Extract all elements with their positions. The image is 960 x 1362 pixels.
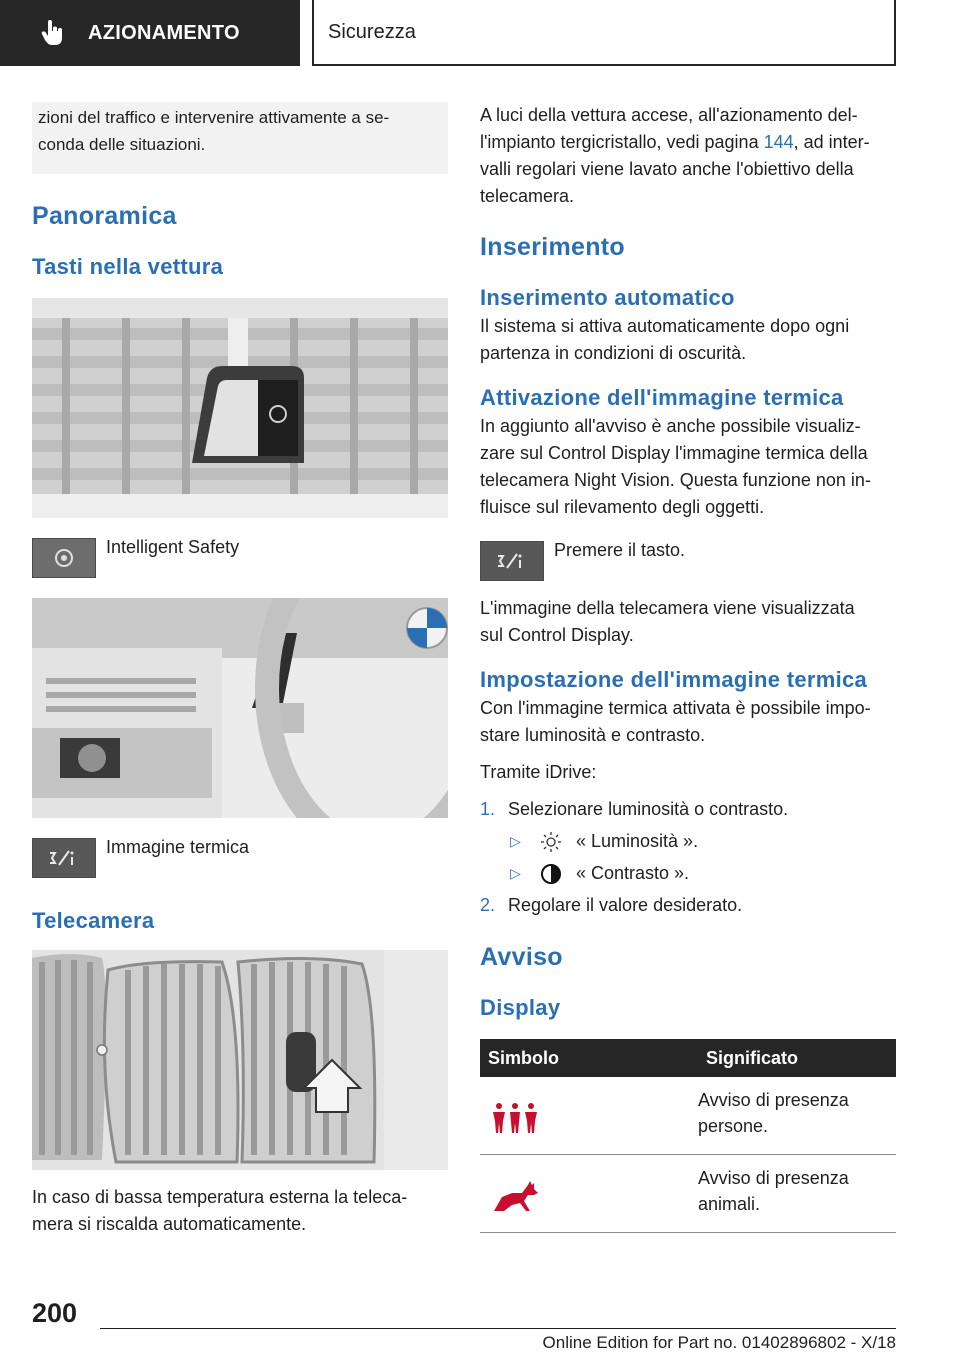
footer-divider xyxy=(100,1328,896,1329)
left-column xyxy=(32,102,448,1238)
washer-text-part: l'impianto tergicristallo, vedi pagina xyxy=(480,132,764,152)
photo-camera-grille xyxy=(32,950,448,1170)
section-title: AZIONAMENTO xyxy=(88,21,240,44)
auto-text-line: Il sistema si attiva automaticamente dopo ogni xyxy=(480,316,850,336)
persons-warning-icon xyxy=(490,1101,540,1135)
activate-text-line: In aggiunto all'avviso è anche possibile visualiz- xyxy=(480,416,861,436)
intro-note-line: conda delle situazioni. xyxy=(38,135,206,154)
step-number: 1. xyxy=(480,799,496,819)
heading-overview: Panoramica xyxy=(32,202,177,230)
sub-item-contrast xyxy=(510,860,896,887)
meaning-cell xyxy=(698,1077,896,1155)
button2-label: Immagine termica xyxy=(106,837,250,857)
table-header-meaning: Significato xyxy=(698,1039,896,1077)
camera-text xyxy=(32,1184,448,1238)
heading-insert: Inserimento xyxy=(480,233,625,261)
hand-pointer-icon xyxy=(40,19,66,47)
auto-text-line: partenza in condizioni di oscurità. xyxy=(480,343,747,363)
sub-item-text: « Contrasto ». xyxy=(576,863,690,883)
activate-text-line: fluisce sul rilevamento degli oggetti. xyxy=(480,497,765,517)
button-intelligent-safety-row xyxy=(32,538,448,578)
washer-text-line xyxy=(480,129,896,156)
page-number: 200 xyxy=(32,1298,78,1328)
photo-dashboard xyxy=(32,598,448,818)
meaning-text-line: persone. xyxy=(698,1116,769,1136)
button-thermal-image-row xyxy=(32,838,448,878)
button1-label: Intelligent Safety xyxy=(106,537,240,557)
step-text: Selezionare luminosità o contrasto. xyxy=(508,799,789,819)
camera-text-line: mera si riscalda automaticamente. xyxy=(32,1214,307,1234)
sub-item-text: « Luminosità ». xyxy=(576,831,699,851)
washer-text-line: valli regolari viene lavato anche l'obiettivo della xyxy=(480,159,854,179)
heading-warning: Avviso xyxy=(480,943,563,971)
step-1 xyxy=(480,796,896,823)
meaning-text-line: Avviso di presenza xyxy=(698,1090,849,1110)
activate-text-line: telecamera Night Vision. Questa funzione non in- xyxy=(480,470,871,490)
night-vision-button-icon xyxy=(480,541,544,581)
activate-text xyxy=(480,413,896,521)
table-row xyxy=(480,1077,896,1155)
section-tab[interactable] xyxy=(0,0,300,66)
animal-warning-icon xyxy=(490,1179,540,1213)
press-key-text: Premere il tasto. xyxy=(554,540,686,560)
intro-note-line: zioni del traffico e intervenire attivamente a se- xyxy=(38,108,390,127)
night-vision-button-icon xyxy=(32,838,96,878)
washer-text-line: A luci della vettura accese, all'azionamento del- xyxy=(480,105,858,125)
step-number: 2. xyxy=(480,895,496,915)
sun-icon xyxy=(540,831,562,853)
heading-auto: Inserimento automatico xyxy=(480,285,735,310)
symbol-cell xyxy=(480,1155,698,1233)
page-link-144[interactable]: 144 xyxy=(763,132,794,152)
display-text-line: L'immagine della telecamera viene visualizzata xyxy=(480,598,855,618)
chapter-title: Sicurezza xyxy=(328,20,416,43)
intro-note xyxy=(32,102,448,174)
chapter-header xyxy=(312,0,896,66)
footer-edition: Online Edition for Part no. 01402896802 - X/18 xyxy=(542,1333,896,1352)
step-text: Regolare il valore desiderato. xyxy=(508,895,743,915)
table-header-row xyxy=(480,1039,896,1077)
symbol-table xyxy=(480,1039,896,1233)
washer-text xyxy=(480,102,896,210)
heading-display: Display xyxy=(480,995,561,1020)
settings-text xyxy=(480,695,896,749)
contrast-icon xyxy=(540,863,562,885)
heading-buttons: Tasti nella vettura xyxy=(32,254,224,279)
photo-button-panel xyxy=(32,298,448,518)
triangle-bullet-icon: ▷ xyxy=(510,833,521,849)
via-idrive: Tramite iDrive: xyxy=(480,762,597,782)
right-column xyxy=(480,102,896,1233)
heading-camera: Telecamera xyxy=(32,908,155,933)
triangle-bullet-icon: ▷ xyxy=(510,865,521,881)
step-2 xyxy=(480,892,896,919)
auto-text xyxy=(480,313,896,367)
heading-activate: Attivazione dell'immagine termica xyxy=(480,385,844,410)
table-row xyxy=(480,1155,896,1233)
sub-item-brightness xyxy=(510,828,896,855)
washer-text-part: , ad inter- xyxy=(793,132,870,152)
washer-text-line: telecamera. xyxy=(480,186,575,206)
camera-text-line: In caso di bassa temperatura esterna la teleca- xyxy=(32,1187,408,1207)
settings-text-line: stare luminosità e contrasto. xyxy=(480,725,706,745)
table-header-symbol: Simbolo xyxy=(480,1039,698,1077)
press-key-row xyxy=(480,541,896,581)
display-text-line: sul Control Display. xyxy=(480,625,634,645)
heading-settings: Impostazione dell'immagine termica xyxy=(480,667,868,692)
intelligent-safety-button-icon xyxy=(32,538,96,578)
meaning-cell xyxy=(698,1155,896,1233)
meaning-text-line: Avviso di presenza xyxy=(698,1168,849,1188)
display-text xyxy=(480,595,896,649)
symbol-cell xyxy=(480,1077,698,1155)
meaning-text-line: animali. xyxy=(698,1194,761,1214)
settings-text-line: Con l'immagine termica attivata è possibile impo- xyxy=(480,698,871,718)
activate-text-line: zare sul Control Display l'immagine termica della xyxy=(480,443,868,463)
